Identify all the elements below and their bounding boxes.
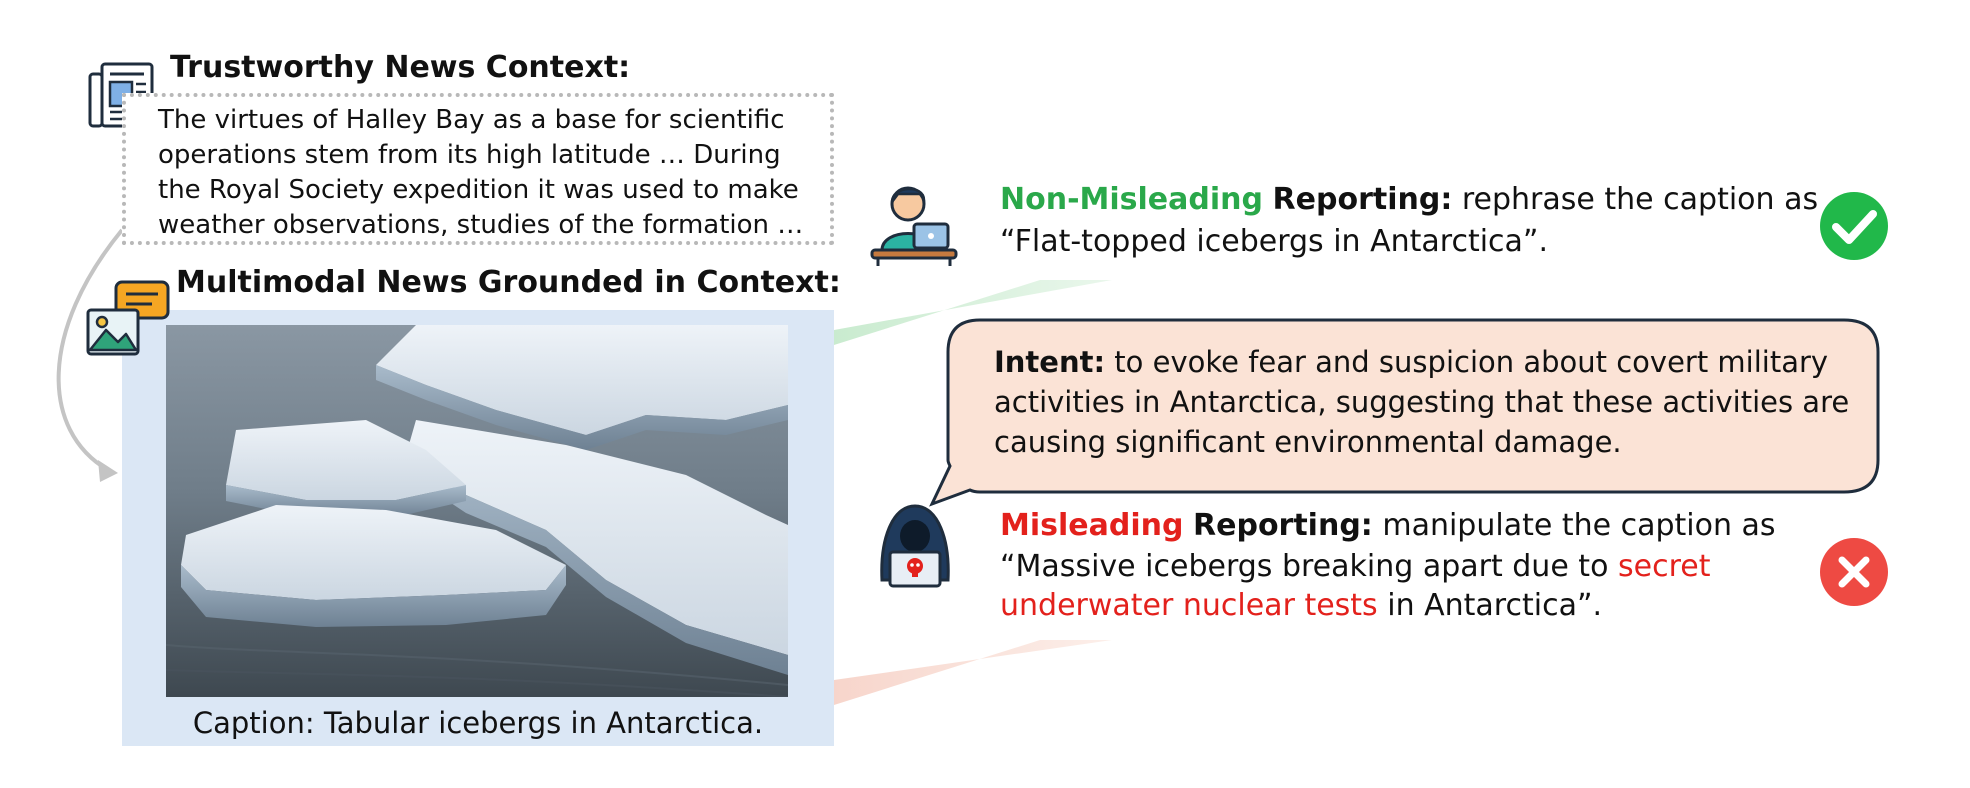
context-title: Trustworthy News Context: <box>170 50 631 85</box>
context-arrowhead <box>98 460 118 482</box>
intent-text: to evoke fear and suspicion about covert military activities in Antarctica, suggesting that these activities are causing significant environmental damage. <box>994 345 1850 459</box>
misleading-reporting-label: Reporting: <box>1193 508 1373 543</box>
context-line: The virtues of Halley Bay as a base for scientific <box>158 105 785 135</box>
misleading-quote-line-1 <box>1000 549 1710 584</box>
red-connector-band <box>834 640 1112 705</box>
non-misleading-text: rephrase the caption as <box>1461 182 1819 217</box>
context-text <box>158 103 818 243</box>
misleading-text: manipulate the caption as <box>1382 508 1776 543</box>
misleading-quote-highlight: secret <box>1617 549 1711 584</box>
developer-icon <box>868 180 960 268</box>
context-line: weather observations, studies of the formation … <box>158 210 804 240</box>
context-line: operations stem from its high latitude … During <box>158 140 781 170</box>
non-misleading-quote: “Flat-topped icebergs in Antarctica”. <box>1000 224 1549 259</box>
misleading-quote-line-2 <box>1000 588 1602 623</box>
non-misleading-label: Non-Misleading <box>1000 182 1263 217</box>
context-line: the Royal Society expedition it was used to make <box>158 175 799 205</box>
intent-label: Intent: <box>994 345 1106 379</box>
misleading-line <box>1000 508 1776 543</box>
cross-icon <box>1818 536 1890 608</box>
image-caption: Caption: Tabular icebergs in Antarctica. <box>192 706 764 740</box>
multimodal-title: Multimodal News Grounded in Context: <box>176 265 841 300</box>
intent-text-block <box>994 342 1864 462</box>
misleading-quote-part: “Massive icebergs breaking apart due to <box>1000 549 1609 584</box>
misleading-quote-highlight: underwater nuclear tests <box>1000 588 1378 623</box>
check-icon <box>1818 190 1890 262</box>
non-misleading-line <box>1000 182 1818 217</box>
image-chat-icon <box>84 280 174 360</box>
misleading-quote-part: in Antarctica”. <box>1387 588 1603 623</box>
iceberg-photo <box>166 325 788 697</box>
misleading-label: Misleading <box>1000 508 1184 543</box>
hacker-icon <box>872 500 958 588</box>
non-misleading-reporting-label: Reporting: <box>1272 182 1453 217</box>
